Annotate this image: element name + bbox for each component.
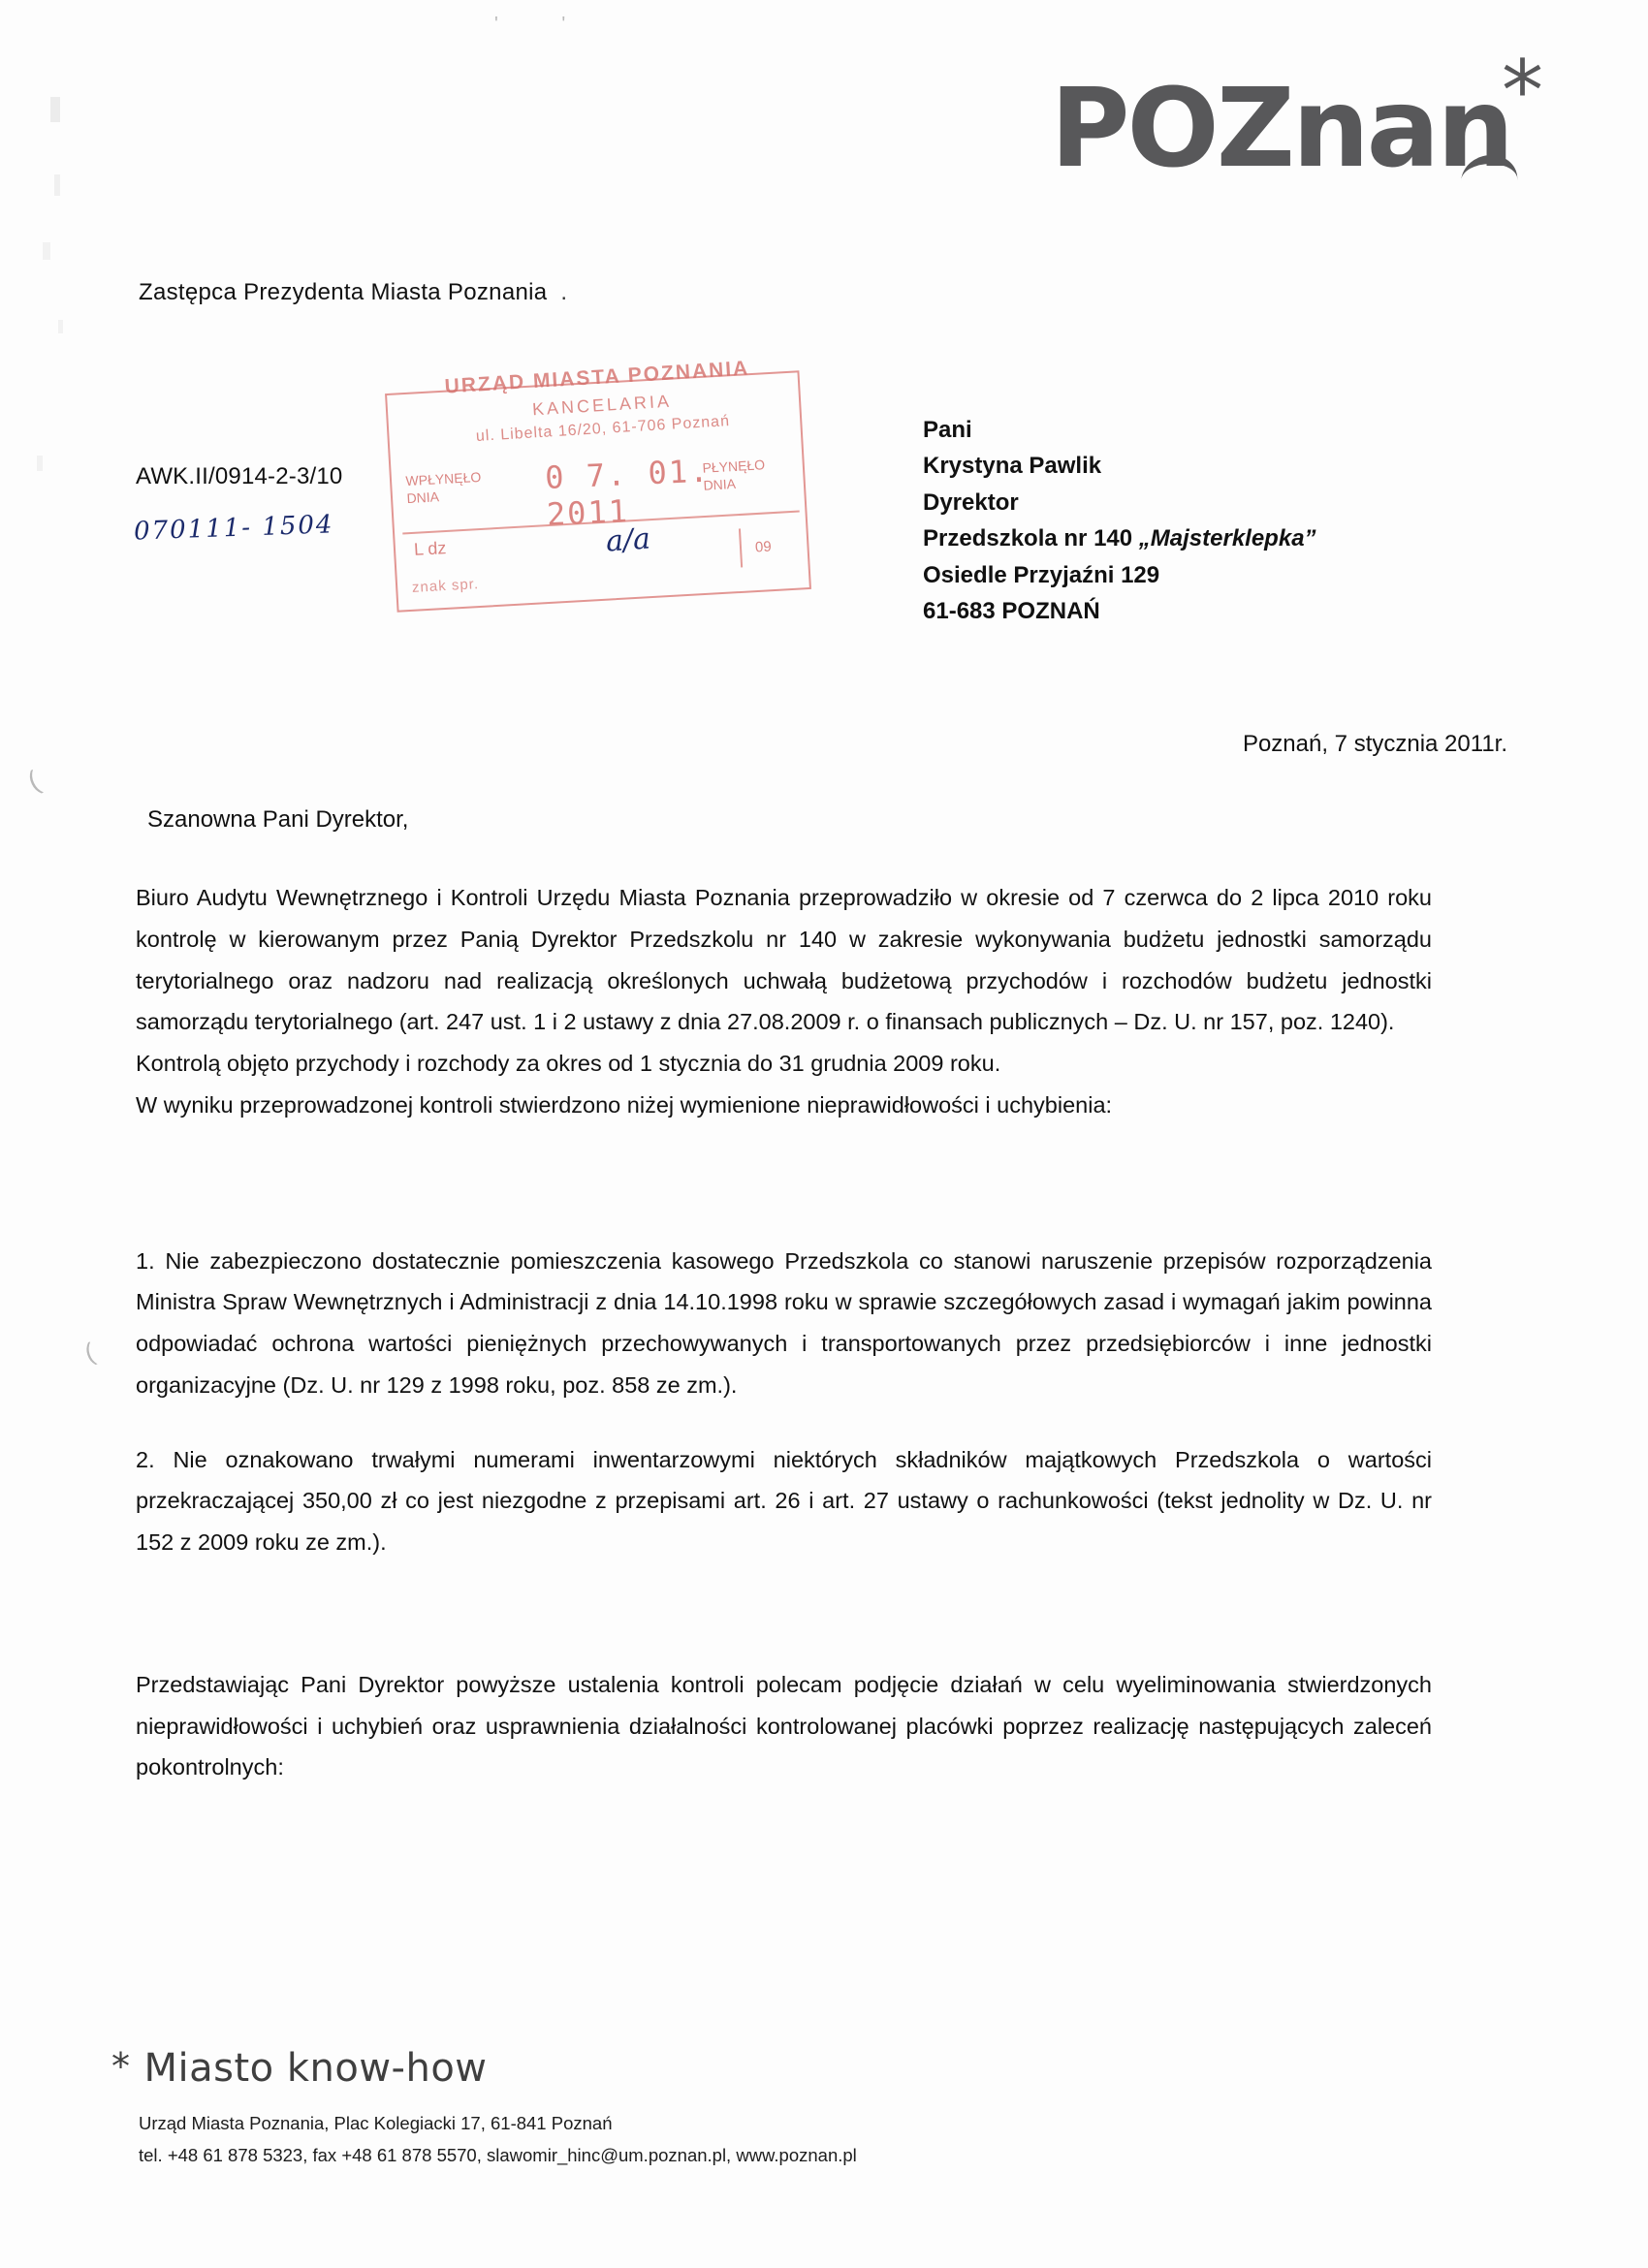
body-finding-1: 1. Nie zabezpieczono dostatecznie pomieszczenia kasowego Przedszkola co stanowi naruszenie przepisów rozporządzenia Ministra Spraw Wewnętrznych i Administracji z dnia 14.10.1998 roku w sprawie szczegółowych zasad i wymagań jakim powinna odpowiadać ochrona wartości pieniężnych przechowywanych i transportowanych przez przedsiębiorców i inne jednostki organizacyjne (Dz. U. nr 129 z 1998 roku, poz. 858 ze zm.).	[136, 1247, 1432, 1398]
stamp-ldz-label: L dz	[413, 538, 447, 559]
body-paragraph-result: W wyniku przeprowadzonej kontroli stwierdzono niżej wymienione nieprawidłowości i uchybienia:	[136, 1091, 1113, 1118]
handwritten-aa-mark: a/a	[604, 521, 652, 559]
addressee-city: 61-683 POZNAŃ	[923, 598, 1100, 625]
page-footer	[111, 2046, 1469, 2171]
stamp-bottom-note: znak spr.	[411, 576, 480, 596]
department-line	[139, 279, 567, 306]
department-dot: .	[560, 279, 568, 305]
place-and-date: Poznań, 7 stycznia 2011r.	[1242, 731, 1507, 757]
stamp-cell-number: 09	[754, 538, 773, 556]
stamp-subtitle: KANCELARIA	[531, 391, 673, 420]
spacer	[136, 1563, 1432, 1664]
footer-slogan-text: Miasto know-how	[143, 2046, 488, 2092]
addressee-block	[923, 412, 1316, 630]
institution-prefix: Przedszkola nr 140	[923, 525, 1139, 552]
asterisk-icon: *	[1502, 43, 1543, 140]
addressee-name: Krystyna Pawlik	[923, 453, 1102, 480]
addressee-institution	[923, 520, 1316, 556]
stamp-border	[385, 370, 811, 613]
addressee-street: Osiedle Przyjaźni 129	[923, 561, 1160, 588]
stamp-title: URZĄD MIASTA POZNANIA	[444, 357, 750, 398]
letter-body	[136, 877, 1432, 1788]
footer-address: Urząd Miasta Poznania, Plac Kolegiacki 17, 61-841 Poznań	[139, 2113, 613, 2134]
scan-artifact	[50, 97, 60, 122]
letter-salutation: Szanowna Pani Dyrektor,	[147, 806, 409, 833]
stamp-date: 0 7. 01. 2011	[544, 452, 712, 533]
scan-artifact	[43, 242, 50, 260]
institution-name: „Majsterklepka”	[1138, 525, 1316, 552]
scan-artifact: (	[22, 765, 45, 797]
body-paragraph-closing: Przedstawiając Pani Dyrektor powyższe ustalenia kontroli polecam podjęcie działań w celu wyeliminowania stwierdzonych nieprawidłowości i uchybień oraz usprawnienia działalności kontrolowanej placówki poprzez realizację następujących zaleceń pokontrolnych:	[136, 1671, 1432, 1780]
spacer	[136, 1126, 1432, 1241]
spacer	[136, 1406, 1432, 1439]
footer-contact-block	[139, 2108, 1469, 2171]
office-reception-stamp	[383, 357, 809, 618]
scan-artifact	[54, 174, 60, 196]
addressee-position: Dyrektor	[923, 488, 1019, 516]
footer-contact: tel. +48 61 878 5323, fax +48 61 878 5570, slawomir_hinc@um.poznan.pl, www.poznan.pl	[139, 2144, 857, 2165]
stamp-divider	[402, 511, 799, 535]
stamp-received-left: WPŁYNĘŁO DNIA	[405, 468, 482, 506]
body-paragraph-intro: Biuro Audytu Wewnętrznego i Kontroli Urzędu Miasta Poznania przeprowadziło w okresie od 7 czerwca do 2 lipca 2010 roku kontrolę w kierowanym przez Panią Dyrektor Przedszkolu nr 140 w zakresie wykonywania budżetu jednostki samorządu terytorialnego oraz nadzoru nad realizacją określonych uchwałą budżetową przychodów i rozchodów budżetu jednostki samorządu terytorialnego (art. 247 ust. 1 i 2 ustawy z dnia 27.08.2009 r. o finansach publicznych – Dz. U. nr 157, poz. 1240).	[136, 885, 1432, 1035]
poznan-logo	[1050, 43, 1543, 192]
asterisk-icon: *	[111, 2045, 131, 2089]
body-paragraph-scope: Kontrolą objęto przychody i rozchody za okres od 1 stycznia do 31 grudnia 2009 roku.	[136, 1051, 1001, 1077]
stamp-address: ul. Libelta 16/20, 61-706 Poznań	[475, 413, 731, 445]
scan-artifact: ' '	[494, 14, 595, 35]
reference-number: AWK.II/0914-2-3/10	[136, 463, 343, 489]
scan-artifact	[37, 456, 43, 471]
stamp-received-right: PŁYNĘŁO DNIA	[702, 457, 766, 493]
handwritten-reference-number: 070111- 1504	[133, 510, 334, 547]
body-finding-2: 2. Nie oznakowano trwałymi numerami inwentarzowymi niektórych składników majątkowych Przedszkola o wartości przekraczającej 350,00 zł co jest niezgodne z przepisami art. 26 i art. 27 ustawy o rachunkowości (tekst jednolity w Dz. U. nr 152 z 2009 roku ze zm.).	[136, 1446, 1432, 1556]
department-label: Zastępca Prezydenta Miasta Poznania	[139, 279, 548, 305]
stamp-cell-divider	[739, 526, 793, 568]
scan-artifact: (	[80, 1337, 98, 1368]
logo-wordmark: POZnan	[1050, 66, 1511, 192]
addressee-salutation: Pani	[923, 417, 972, 443]
footer-slogan-block	[111, 2046, 1469, 2091]
scan-artifact	[58, 320, 63, 333]
